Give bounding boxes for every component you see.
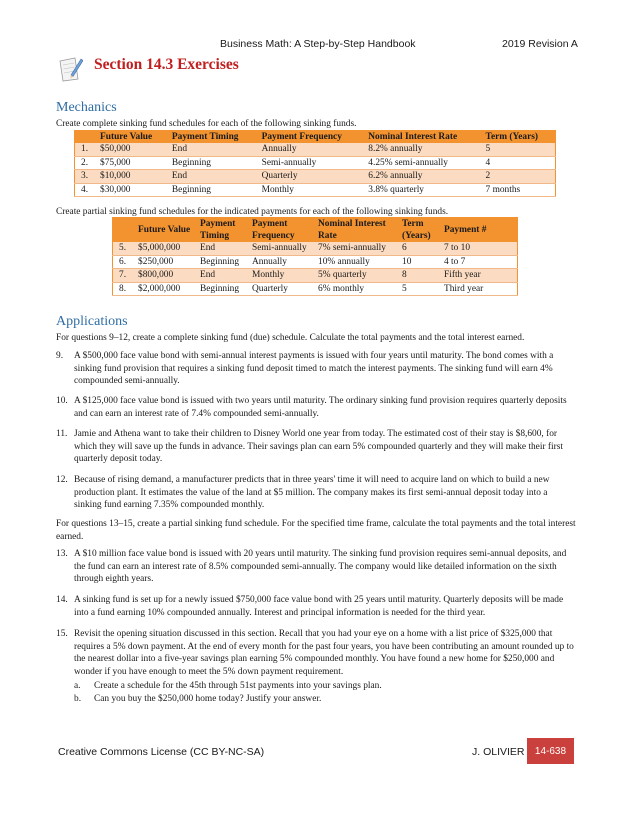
table-header-cell: Term (Years)	[399, 218, 441, 243]
question-15a-letter: a.	[74, 681, 81, 691]
table-cell: 6% monthly	[315, 282, 399, 296]
question-text: Revisit the opening situation discussed in this section. Recall that you had your eye on a home with a list price of $325,000 that requires a 5% down payment. At the end of every month for the past four years, you have been contributing an amount rounded up to the nearest dollar into a five-year savings plan earning 5% compounded monthly. You have found a new home for $250,000 and wonder if you have enough to meet the 5% down payment requirement.	[74, 629, 574, 677]
question-text: A $125,000 face value bond is issued with two years until maturity. The ordinary sinking fund provision requires quarterly deposits and can earn an interest rate of 7.4% compounded semi-annually.	[74, 396, 567, 419]
question-text: Jamie and Athena want to take their children to Disney World one year from today. The estimated cost of their stay is $8,600, for which they will save up the funds in advance. Their savings plan can earn 5% compounded quarterly and they will make their first quarterly deposit today.	[74, 429, 564, 465]
section-title: Section 14.3 Exercises	[94, 56, 239, 73]
table-header-cell: Future Value	[97, 131, 169, 144]
table-header-cell: Payment Timing	[197, 218, 249, 243]
table-cell: Quarterly	[259, 170, 366, 184]
question-text: A sinking fund is set up for a newly issued $750,000 face value bond with 25 years until maturity. Quarterly deposits will be made into a fund earning 10% compounded annually. Interest and principal information is needed for the third year.	[74, 595, 564, 618]
table-cell: 4.	[75, 183, 98, 197]
table-cell: $2,000,000	[135, 282, 197, 296]
table-cell: 6	[399, 242, 441, 255]
table-cell: 8.	[113, 282, 136, 296]
table-cell: 4 to 7	[441, 255, 518, 269]
table-cell: Monthly	[259, 183, 366, 197]
table-header-cell: Future Value	[135, 218, 197, 243]
table-header-cell: Payment Frequency	[249, 218, 315, 243]
table-cell: $250,000	[135, 255, 197, 269]
table-cell: 8	[399, 269, 441, 283]
table-cell: 7 to 10	[441, 242, 518, 255]
table-cell: $800,000	[135, 269, 197, 283]
table-cell: Beginning	[197, 282, 249, 296]
table-header-cell: Payment Frequency	[259, 131, 366, 144]
sinking-fund-table-complete	[74, 130, 556, 197]
table-cell: 3.8% quarterly	[365, 183, 482, 197]
table-header-cell: Nominal Interest Rate	[315, 218, 399, 243]
table-cell: $30,000	[97, 183, 169, 197]
question-number: 12.	[56, 475, 68, 485]
table-cell: $50,000	[97, 143, 169, 156]
table-header-row	[75, 131, 556, 144]
table-cell: Semi-annually	[249, 242, 315, 255]
table-cell: 1.	[75, 143, 98, 156]
table-cell: 7% semi-annually	[315, 242, 399, 255]
question-number: 15.	[56, 629, 68, 639]
table-cell: 10	[399, 255, 441, 269]
table-header-cell: Payment Timing	[169, 131, 259, 144]
table-row	[75, 170, 556, 184]
table-cell: $10,000	[97, 170, 169, 184]
applications-heading: Applications	[56, 314, 128, 329]
table-cell: 10% annually	[315, 255, 399, 269]
table-cell: Annually	[249, 255, 315, 269]
question-number: 9.	[56, 351, 64, 361]
question-15a-text: Create a schedule for the 45th through 51st payments into your savings plan.	[94, 681, 382, 691]
table-row	[75, 143, 556, 156]
table-cell: 2.	[75, 156, 98, 170]
question-10	[56, 395, 574, 420]
question-number: 13.	[56, 549, 68, 559]
page-number-badge: 14-638	[527, 738, 574, 764]
sinking-fund-table-partial	[112, 217, 518, 296]
table-cell: Semi-annually	[259, 156, 366, 170]
table-cell: End	[197, 242, 249, 255]
question-text: A $500,000 face value bond with semi-annual interest payments is issued with four years until maturity. The bond comes with a sinking fund provision that requires a sinking fund deposit timed to match the interest payments. The sinking fund will earn 4% compounded semi-annually.	[74, 351, 554, 387]
question-15b-text: Can you buy the $250,000 home today? Justify your answer.	[94, 694, 322, 704]
table-cell: Beginning	[197, 255, 249, 269]
header-book-title: Business Math: A Step-by-Step Handbook	[220, 38, 416, 50]
table-cell: 2	[483, 170, 556, 184]
applications-intro-1: For questions 9–12, create a complete sinking fund (due) schedule. Calculate the total payments and the total interest earned.	[56, 333, 525, 343]
table-header-row	[113, 218, 518, 243]
table-header-cell: Term (Years)	[483, 131, 556, 144]
table-header-cell	[75, 131, 98, 144]
question-text: Because of rising demand, a manufacturer predicts that in three years' time it will need to acquire land on which to build a new production plant. It estimates the value of the land at $5 million. The company makes its first semi-annual deposit today into a sinking fund earning 7.35% compounded monthly.	[74, 475, 550, 511]
table-row	[75, 156, 556, 170]
table-header-cell	[113, 218, 136, 243]
table-cell: End	[169, 170, 259, 184]
question-number: 14.	[56, 595, 68, 605]
table-cell: Monthly	[249, 269, 315, 283]
table-header-cell: Payment #	[441, 218, 518, 243]
table-row	[113, 242, 518, 255]
mechanics-intro-2: Create partial sinking fund schedules for the indicated payments for each of the following sinking funds.	[56, 207, 449, 217]
question-number: 10.	[56, 396, 68, 406]
table-cell: Fifth year	[441, 269, 518, 283]
table-row	[113, 269, 518, 283]
table-cell: End	[197, 269, 249, 283]
table-cell: $5,000,000	[135, 242, 197, 255]
mechanics-heading: Mechanics	[56, 100, 117, 115]
table-cell: 7 months	[483, 183, 556, 197]
table-row	[113, 255, 518, 269]
question-12	[56, 474, 574, 512]
table-cell: 6.2% annually	[365, 170, 482, 184]
table-cell: Quarterly	[249, 282, 315, 296]
table-cell: 5% quarterly	[315, 269, 399, 283]
table-row	[75, 183, 556, 197]
table-cell: Annually	[259, 143, 366, 156]
table-cell: 8.2% annually	[365, 143, 482, 156]
table-cell: 7.	[113, 269, 136, 283]
table-cell: End	[169, 143, 259, 156]
table-cell: 4	[483, 156, 556, 170]
table-cell: 5.	[113, 242, 136, 255]
question-text: A $10 million face value bond is issued with 20 years until maturity. The sinking fund provision requires semi-annual deposits, and the fund can earn an interest rate of 8.5% compounded semi-annually. The company would like detailed information on the sixth through eighth years.	[74, 549, 567, 585]
question-13	[56, 548, 574, 586]
table-cell: Beginning	[169, 183, 259, 197]
question-15	[56, 628, 574, 678]
table-cell: 3.	[75, 170, 98, 184]
table-cell: 5	[399, 282, 441, 296]
table-cell: Beginning	[169, 156, 259, 170]
table-cell: $75,000	[97, 156, 169, 170]
applications-intro-2: For questions 13–15, create a partial sinking fund schedule. For the specified time frame, calculate the total payments and the total interest earned.	[56, 519, 576, 542]
pencil-paper-icon	[57, 55, 83, 83]
question-11	[56, 428, 574, 466]
table-row	[113, 282, 518, 296]
footer-author: J. OLIVIER	[472, 746, 525, 758]
footer-license: Creative Commons License (CC BY-NC-SA)	[58, 746, 265, 758]
table-cell: 6.	[113, 255, 136, 269]
table-cell: Third year	[441, 282, 518, 296]
question-number: 11.	[56, 429, 68, 439]
table-cell: 5	[483, 143, 556, 156]
table-header-cell: Nominal Interest Rate	[365, 131, 482, 144]
question-9	[56, 350, 574, 388]
question-14	[56, 594, 574, 619]
table-cell: 4.25% semi-annually	[365, 156, 482, 170]
mechanics-intro-1: Create complete sinking fund schedules for each of the following sinking funds.	[56, 119, 357, 129]
question-15b-letter: b.	[74, 694, 82, 704]
header-revision: 2019 Revision A	[502, 38, 578, 50]
